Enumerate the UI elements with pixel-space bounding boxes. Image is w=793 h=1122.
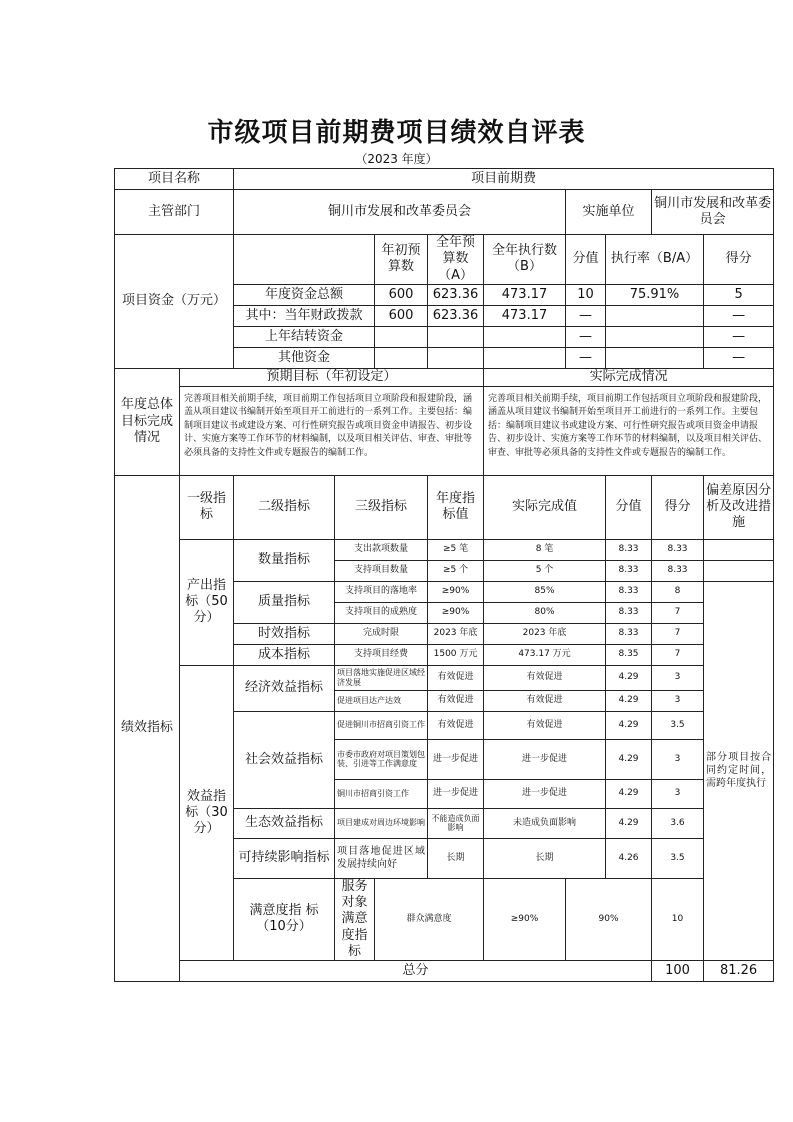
funds-row-executed xyxy=(484,347,566,368)
score: 3 xyxy=(652,665,704,690)
target-value: ≥90% xyxy=(484,878,566,960)
score-value: 4.26 xyxy=(606,838,652,878)
funds-row-label: 其中：当年财政拨款 xyxy=(234,305,375,326)
score-value: 8.33 xyxy=(606,623,652,644)
total-value: 100 xyxy=(652,961,704,982)
output-indicator-label: 产出指标（50分） xyxy=(180,539,234,665)
l3-label: 项目落地促进区域发展持续向好 xyxy=(335,838,428,878)
funds-row-value: — xyxy=(566,326,606,347)
funds-row-rate: 75.91% xyxy=(606,284,704,305)
score-value: 4.29 xyxy=(606,808,652,838)
l2-label: 可持续影响指标 xyxy=(234,838,335,878)
funds-row-executed xyxy=(484,326,566,347)
l3-label: 支持项目经费 xyxy=(335,644,428,665)
l3-label: 促进项目达产达效 xyxy=(335,690,428,711)
indicators-label: 绩效指标 xyxy=(115,475,180,981)
funds-row-annual xyxy=(428,326,484,347)
ind-header-l3: 三级指标 xyxy=(335,475,428,539)
score: 7 xyxy=(652,623,704,644)
impl-value: 铜川市发展和改革委员会 xyxy=(652,190,774,235)
target-value: 进一步促进 xyxy=(428,739,484,779)
actual-value: 有效促进 xyxy=(484,711,606,739)
ind-header-value: 分值 xyxy=(606,475,652,539)
funds-row-value: — xyxy=(566,347,606,368)
score: 7 xyxy=(652,644,704,665)
total-label: 总分 xyxy=(180,961,652,982)
score: 8.33 xyxy=(652,539,704,560)
score: 3 xyxy=(652,739,704,779)
score: 3.6 xyxy=(652,808,704,838)
reason-blank xyxy=(704,539,774,560)
funds-row-rate xyxy=(606,326,704,347)
target-value: 长期 xyxy=(428,838,484,878)
l2-label: 经济效益指标 xyxy=(234,665,335,711)
dept-label: 主管部门 xyxy=(115,190,234,235)
l3-label: 市委市政府对项目策划包装、引进等工作满意度 xyxy=(335,739,428,779)
page-title: 市级项目前期费项目绩效自评表 xyxy=(207,118,586,148)
goals-expected-text: 完善项目相关前期手续，项目前期工作包括项目立项阶段和报建阶段，涵盖从项目建议书编制开始至项目开工前进行的一系列工作。主要包括：编制项目建议书或建设方案、可行性研究报告或项目资金申请报告、初步设计、实施方案等工作环节的材料编制，以及项目相关评估、审查、审批等必须具备的支持性文件或专题报告的编制工作。 xyxy=(180,386,484,475)
funds-row-label: 其他资金 xyxy=(234,347,375,368)
funds-row-value: 10 xyxy=(566,284,606,305)
reason-blank xyxy=(704,560,774,581)
ind-header-l2: 二级指标 xyxy=(234,475,335,539)
score-value: 4.29 xyxy=(606,665,652,690)
ind-header-actual: 实际完成值 xyxy=(484,475,606,539)
l2-label: 成本指标 xyxy=(234,644,335,665)
score-value: 8.33 xyxy=(606,560,652,581)
actual-value: 未造成负面影响 xyxy=(484,808,606,838)
funds-row-value: — xyxy=(566,305,606,326)
actual-value: 5 个 xyxy=(484,560,606,581)
funds-row-rate xyxy=(606,305,704,326)
actual-value: 8 笔 xyxy=(484,539,606,560)
actual-value: 长期 xyxy=(484,838,606,878)
score-value: 10 xyxy=(652,878,704,960)
score: 3.5 xyxy=(652,711,704,739)
project-name-label: 项目名称 xyxy=(115,169,234,190)
l3-label: 群众满意度 xyxy=(375,878,484,960)
actual-value: 90% xyxy=(566,878,652,960)
funds-row-score: — xyxy=(704,305,774,326)
deviation-reason: 部分项目按合同约定时间，需跨年度执行 xyxy=(704,581,774,960)
score-value: 4.29 xyxy=(606,711,652,739)
funds-label: 项目资金（万元） xyxy=(115,235,234,369)
goals-expected-label: 预期目标（年初设定） xyxy=(180,368,484,386)
l2-label: 数量指标 xyxy=(234,539,335,581)
target-value: 1500 万元 xyxy=(428,644,484,665)
score: 3 xyxy=(652,779,704,808)
project-name-value: 项目前期费 xyxy=(234,169,774,190)
score-value: 8.33 xyxy=(606,581,652,602)
year-label: （2023 年度） xyxy=(355,152,438,166)
target-value: 不能造成负面影响 xyxy=(428,808,484,838)
l2-label: 时效指标 xyxy=(234,623,335,644)
l2-label: 社会效益指标 xyxy=(234,711,335,808)
score-value: 4.29 xyxy=(606,690,652,711)
satisfaction-indicator-label: 满意度指 标（10分） xyxy=(234,878,335,960)
funds-row-initial: 600 xyxy=(375,284,428,305)
target-value: ≥90% xyxy=(428,602,484,623)
actual-value: 85% xyxy=(484,581,606,602)
target-value: 2023 年底 xyxy=(428,623,484,644)
score: 3.5 xyxy=(652,838,704,878)
l3-label: 项目落地实施促进区域经济发展 xyxy=(335,665,428,690)
l2-label: 质量指标 xyxy=(234,581,335,623)
l3-label: 支持项目数量 xyxy=(335,560,428,581)
target-value: ≥90% xyxy=(428,581,484,602)
funds-row-annual: 623.36 xyxy=(428,284,484,305)
score: 8 xyxy=(652,581,704,602)
l3-label: 支出款项数量 xyxy=(335,539,428,560)
evaluation-table xyxy=(114,168,774,982)
funds-row-initial xyxy=(375,347,428,368)
funds-header-rate: 执行率（B/A） xyxy=(606,235,704,285)
funds-row-executed: 473.17 xyxy=(484,305,566,326)
funds-header-annual: 全年预算数（A） xyxy=(428,235,484,285)
funds-row-initial: 600 xyxy=(375,305,428,326)
funds-row-executed: 473.17 xyxy=(484,284,566,305)
total-score: 81.26 xyxy=(704,961,774,982)
funds-header-executed: 全年执行数（B） xyxy=(484,235,566,285)
l2-label: 服务对象满意度指标 xyxy=(335,878,375,960)
actual-value: 473.17 万元 xyxy=(484,644,606,665)
score-value: 8.33 xyxy=(606,602,652,623)
ind-header-reason: 偏差原因分析及改进措施 xyxy=(704,475,774,539)
funds-header-initial: 年初预算数 xyxy=(375,235,428,285)
impl-label: 实施单位 xyxy=(566,190,652,235)
target-value: ≥5 个 xyxy=(428,560,484,581)
score: 3 xyxy=(652,690,704,711)
funds-header-blank xyxy=(234,235,375,285)
l3-label: 支持项目的成熟度 xyxy=(335,602,428,623)
funds-row-annual: 623.36 xyxy=(428,305,484,326)
actual-value: 有效促进 xyxy=(484,690,606,711)
actual-value: 进一步促进 xyxy=(484,739,606,779)
score: 7 xyxy=(652,602,704,623)
ind-header-l1: 一级指标 xyxy=(180,475,234,539)
l2-label: 生态效益指标 xyxy=(234,808,335,838)
actual-value: 进一步促进 xyxy=(484,779,606,808)
dept-value: 铜川市发展和改革委员会 xyxy=(234,190,566,235)
score-value: 8.35 xyxy=(606,644,652,665)
benefit-indicator-label: 效益指标（30分） xyxy=(180,665,234,960)
l3-label: 支持项目的落地率 xyxy=(335,581,428,602)
score-value: 8.33 xyxy=(606,539,652,560)
goals-label: 年度总体目标完成情况 xyxy=(115,368,180,475)
l3-label: 促进铜川市招商引资工作 xyxy=(335,711,428,739)
target-value: 有效促进 xyxy=(428,711,484,739)
score: 8.33 xyxy=(652,560,704,581)
score-value: 4.29 xyxy=(606,739,652,779)
funds-header-value: 分值 xyxy=(566,235,606,285)
l3-label: 铜川市招商引资工作 xyxy=(335,779,428,808)
ind-header-target: 年度指标值 xyxy=(428,475,484,539)
funds-row-score: — xyxy=(704,347,774,368)
target-value: 有效促进 xyxy=(428,690,484,711)
funds-row-score: 5 xyxy=(704,284,774,305)
goals-actual-label: 实际完成情况 xyxy=(484,368,774,386)
goals-actual-text: 完善项目相关前期手续，项目前期工作包括项目立项阶段和报建阶段，涵盖从项目建议书编制开始至项目开工前进行的一系列工作。主要包括：编制项目建议书或建设方案、可行性研究报告或项目资金申请报告、初步设计、实施方案等工作环节的材料编制，以及项目相关评估、审查、审批等必须具备的支持性文件或专题报告的编制工作。 xyxy=(484,386,774,475)
actual-value: 2023 年底 xyxy=(484,623,606,644)
funds-row-annual xyxy=(428,347,484,368)
funds-row-score: — xyxy=(704,326,774,347)
funds-header-score: 得分 xyxy=(704,235,774,285)
funds-row-label: 上年结转资金 xyxy=(234,326,375,347)
actual-value: 80% xyxy=(484,602,606,623)
funds-row-initial xyxy=(375,326,428,347)
target-value: 有效促进 xyxy=(428,665,484,690)
ind-header-score: 得分 xyxy=(652,475,704,539)
funds-row-rate xyxy=(606,347,704,368)
score-value: 4.29 xyxy=(606,779,652,808)
target-value: ≥5 笔 xyxy=(428,539,484,560)
l3-label: 项目建成对周边环境影响 xyxy=(335,808,428,838)
actual-value: 有效促进 xyxy=(484,665,606,690)
target-value: 进一步促进 xyxy=(428,779,484,808)
funds-row-label: 年度资金总额 xyxy=(234,284,375,305)
l3-label: 完成时限 xyxy=(335,623,428,644)
